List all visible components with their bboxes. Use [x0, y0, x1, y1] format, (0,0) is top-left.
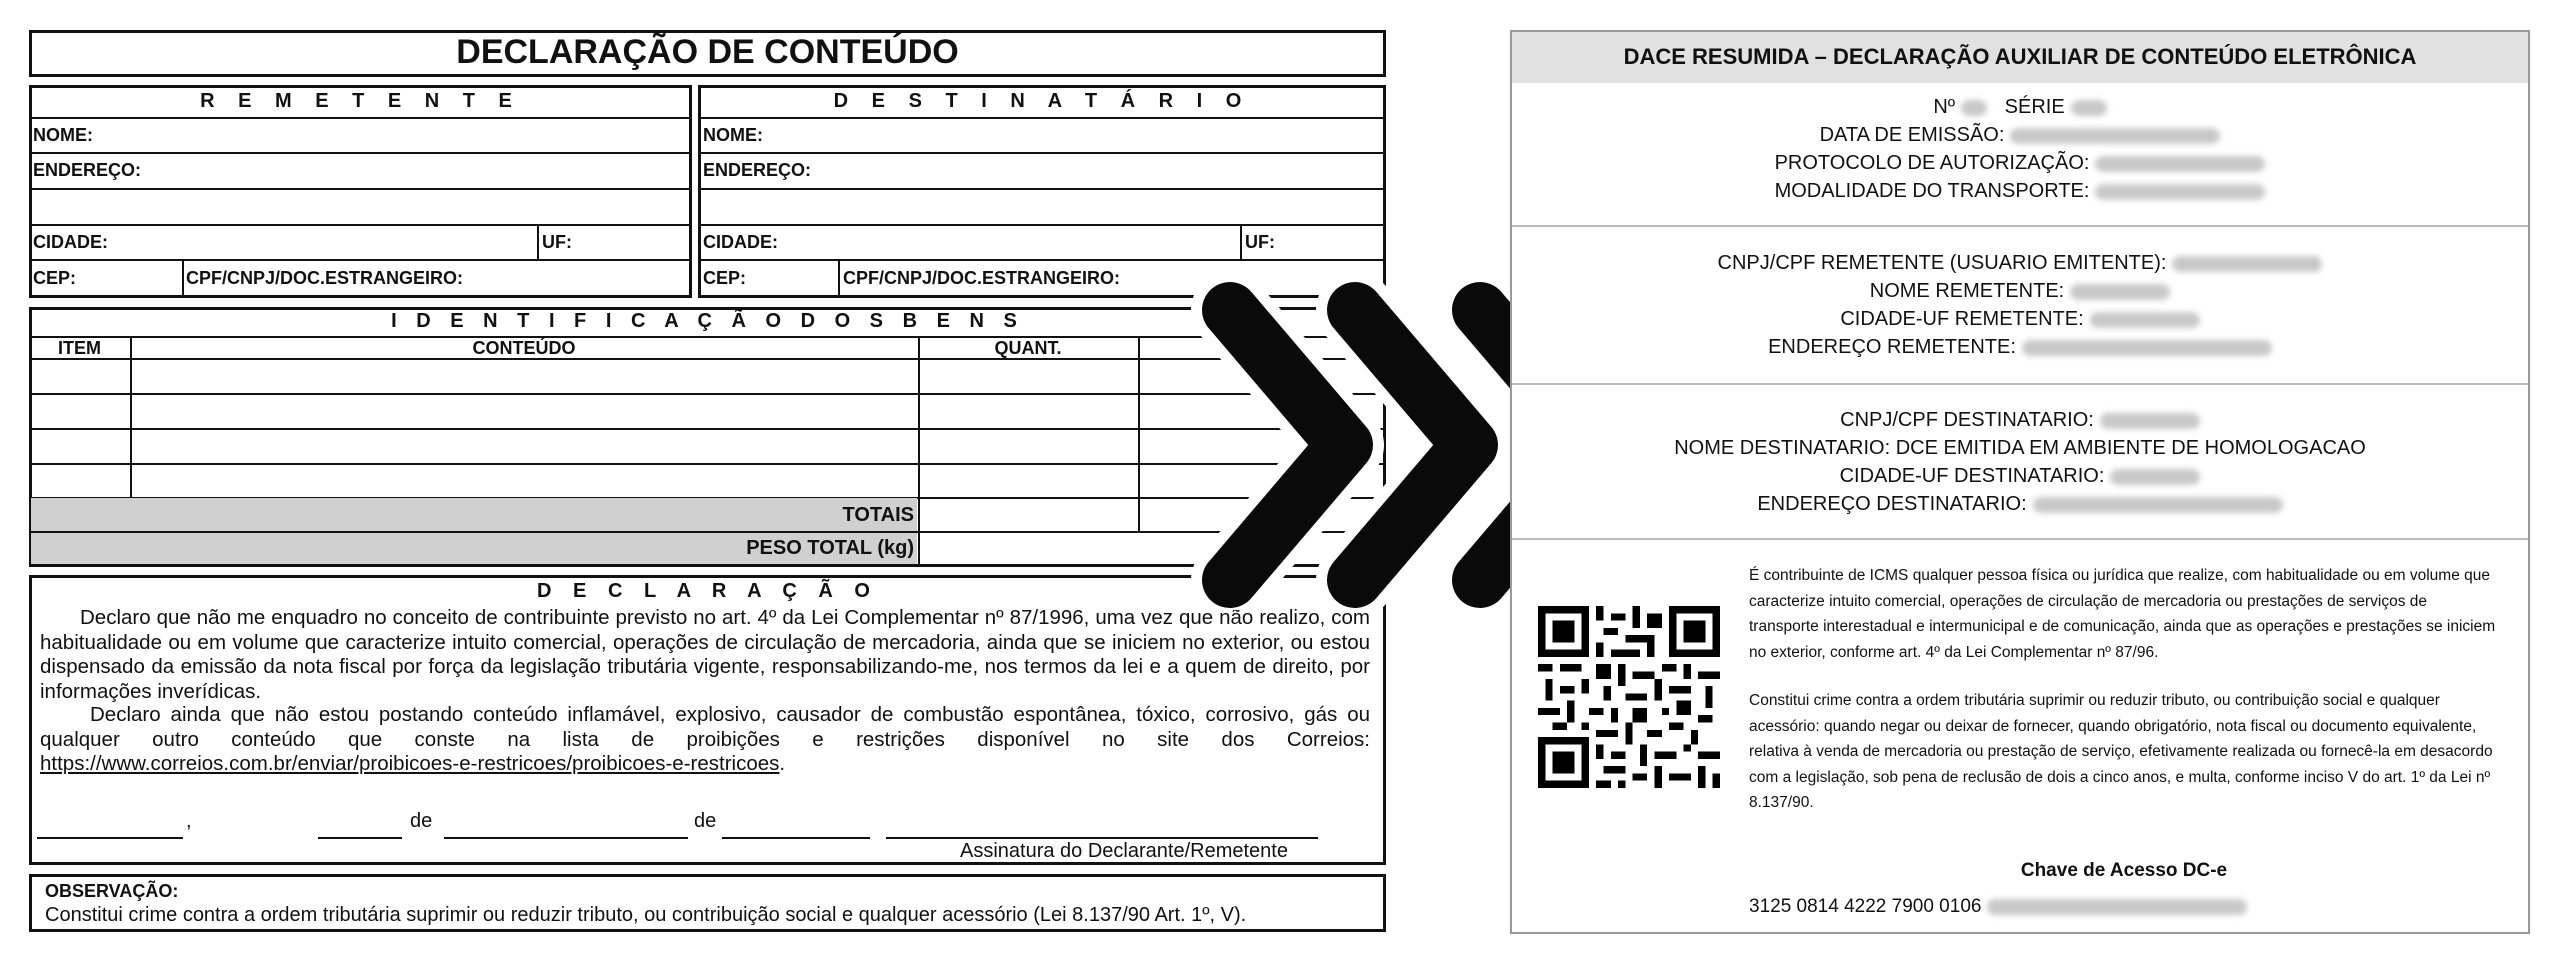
dace-recipient-name-line: NOME DESTINATARIO: DCE EMITIDA EM AMBIENTE DE HOMOLOGACAO: [1674, 437, 2366, 459]
recipient-address-label: ENDEREÇO:: [703, 160, 812, 180]
recipient-doc-label: CPF/CNPJ/DOC.ESTRANGEIRO:: [843, 268, 1121, 288]
dace-access-key-line: 3125 0814 4222 7900 0106: [1749, 896, 2247, 918]
dace-number-line: Nº SÉRIE: [1512, 96, 2528, 119]
form-title: DECLARAÇÃO DE CONTEÚDO: [456, 33, 959, 71]
recipient-cep-label: CEP:: [703, 268, 747, 288]
observation-text: Constitui crime contra a ordem tributária suprimir ou reduzir tributo, ou contribuição social e qualquer acessório (Lei 8.137/90 Art. 1º, V).: [45, 904, 1247, 926]
sender-city-label: CIDADE:: [33, 232, 108, 252]
dace-sender-address-line: ENDEREÇO REMETENTE:: [1512, 336, 2528, 359]
declaration-paragraph-2: Declaro ainda que não estou postando conteúdo inflamável, explosivo, causador de combustão espontânea, tóxico, corrosivo, gás ou qualquer outro conteúdo que conste na lista de proibições e restrições disponível no site dos Correios: https://www.correios.com.br/enviar/proibicoes-e-restricoes/proibicoes-e-restricoes.: [40, 703, 1370, 775]
dace-emission-line: DATA DE EMISSÃO:: [1512, 124, 2528, 147]
goods-header: I D E N T I F I C A Ç Ã O D O S B E N S: [391, 310, 1024, 332]
dace-recipient-address-line: ENDEREÇO DESTINATARIO:: [1512, 493, 2528, 516]
sender-address-label: ENDEREÇO:: [33, 160, 142, 180]
dace-icms-text: É contribuinte de ICMS qualquer pessoa física ou jurídica que realize, com habitualidade ou em volume que caracterize intuito comercial, operações de circulação de mercadoria ou prestações de serviços de transporte interestadual e intermunicipal e de comunicação, ainda que as operações e prestações se iniciem no exterior, conforme art. 4º da Lei Complementar nº 87/96.: [1749, 567, 2496, 661]
dace-recipient-city-line: CIDADE-UF DESTINATARIO:: [1512, 465, 2528, 488]
recipient-name-label: NOME:: [703, 125, 763, 145]
dace-sender-city-line: CIDADE-UF REMETENTE:: [1512, 308, 2528, 331]
dace-title: DACE RESUMIDA – DECLARAÇÃO AUXILIAR DE CONTEÚDO ELETRÔNICA: [1623, 44, 2417, 69]
dace-protocol-line: PROTOCOLO DE AUTORIZAÇÃO:: [1512, 152, 2528, 175]
recipient-header: D E S T I N A T Á R I O: [833, 90, 1251, 112]
sender-name-label: NOME:: [33, 125, 93, 145]
signature-label: Assinatura do Declarante/Remetente: [960, 840, 1288, 862]
dace-access-key-label: Chave de Acesso DC-e: [2020, 860, 2228, 881]
sender-cep-label: CEP:: [33, 268, 77, 288]
qr-code-icon: [1538, 606, 1720, 788]
totals-label: TOTAIS: [842, 504, 914, 526]
date-comma: ,: [186, 810, 192, 832]
declaration-header: D E C L A R A Ç Ã O: [537, 580, 878, 602]
sender-doc-label: CPF/CNPJ/DOC.ESTRANGEIRO:: [186, 268, 464, 288]
prohibited-items-link[interactable]: https://www.correios.com.br/enviar/proibicoes-e-restricoes/proibicoes-e-restricoes: [40, 752, 780, 775]
recipient-uf-label: UF:: [1245, 232, 1275, 252]
col-quantity: QUANT.: [994, 338, 1062, 358]
dace-document: [1510, 30, 2530, 934]
col-content: CONTEÚDO: [472, 338, 576, 358]
date-de-1: de: [410, 810, 433, 832]
dace-transport-line: MODALIDADE DO TRANSPORTE:: [1512, 180, 2528, 203]
date-de-2: de: [694, 810, 717, 832]
sender-uf-label: UF:: [542, 232, 572, 252]
signature-line: [886, 837, 1318, 839]
weight-total-label: PESO TOTAL (kg): [746, 537, 914, 559]
sender-header: R E M E T E N T E: [200, 90, 521, 112]
observation-label: OBSERVAÇÃO:: [45, 881, 179, 901]
dace-sender-name-line: NOME REMETENTE:: [1512, 280, 2528, 303]
recipient-city-label: CIDADE:: [703, 232, 778, 252]
dace-crime-text: Constitui crime contra a ordem tributária suprimir ou reduzir tributo, ou contribuição social e qualquer acessório: quando negar ou deixar de fornecer, quando obrigatório, nota fiscal ou documento equivalente, relativa à venda de mercadoria ou prestação de serviço, efetivamente realizada ou fornecê-la em desacordo com a legislação, sob pena de reclusão de dois a cinco anos, e multa, conforme inciso V do art. 1º da Lei nº 8.137/90.: [1749, 692, 2493, 811]
dace-recipient-cnpj-line: CNPJ/CPF DESTINATARIO:: [1512, 409, 2528, 432]
declaration-paragraph-1: Declaro que não me enquadro no conceito de contribuinte previsto no art. 4º da Lei Complementar nº 87/1996, uma vez que não realizo, com habitualidade ou em volume que caracterize intuito comercial, operações de circulação de mercadoria, ainda que se iniciem no exterior, ou estou dispensado da emissão da nota fiscal por força da legislação tributária vigente, responsabilizando-me, nos termos da lei e a quem de direito, por informações inverídicas.: [40, 606, 1370, 703]
col-item: ITEM: [58, 338, 101, 358]
dace-sender-cnpj-line: CNPJ/CPF REMETENTE (USUARIO EMITENTE):: [1512, 252, 2528, 275]
